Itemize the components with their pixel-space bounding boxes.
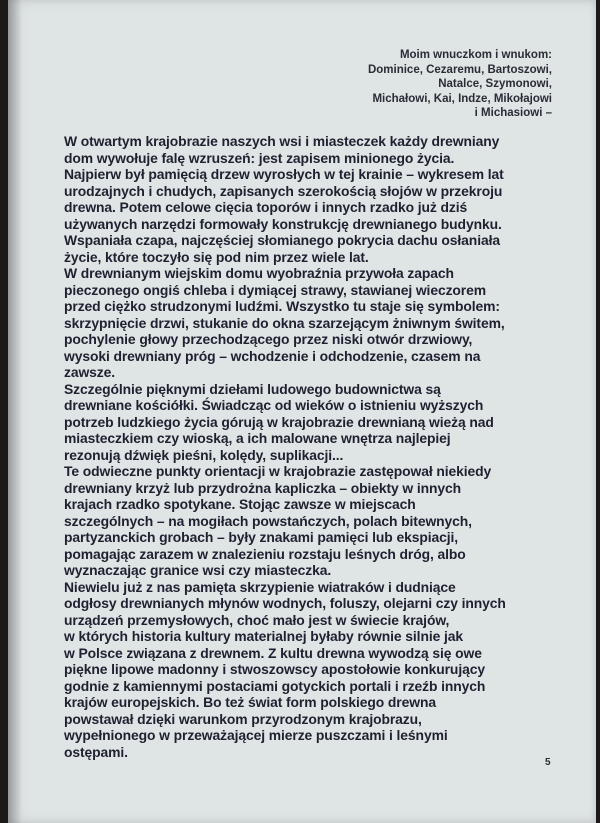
text-line: dom wywołuje falę wzruszeń: jest zapisem minionego życia. — [64, 149, 455, 166]
text-line: zawsze. — [64, 364, 116, 380]
page-gutter-shadow — [8, 0, 22, 823]
text-line: drewna. Potem celowe cięcia toporów i innych rzadko już dziś — [64, 199, 468, 215]
text-line: pochylenie głowy przechodzącego przez niski otwór drzwiowy, — [64, 331, 473, 347]
text-line: Szczególnie pięknymi dziełami ludowego budownictwa są — [64, 380, 441, 397]
dedication-line: Natalce, Szymonowi, — [438, 78, 552, 91]
text-line: szczególnych – na mogiłach powstańczych, polach bitewnych, — [64, 512, 472, 529]
text-line: potrzeb ludzkiego życia górują w krajobrazie drewnianą wieżą nad — [64, 413, 494, 430]
text-line: miasteczkiem czy wioską, a ich malowane wnętrza najlepiej — [64, 430, 451, 446]
page-number: 5 — [545, 757, 551, 768]
dedication-line: Dominice, Cezaremu, Bartoszowi, — [367, 63, 552, 76]
text-line: pomagając zarazem w znalezieniu rozstaju leśnych dróg, albo — [64, 545, 466, 562]
text-line: krajach rzadko spotykane. Stojąc zawsze w miejscach — [64, 496, 416, 512]
text-line: drewniany krzyż lub przydrożna kapliczka – obiekty w innych — [64, 479, 462, 496]
text-line: ostępami. — [64, 743, 128, 760]
text-line: wypełnionego w przeważającej mierze puszczami i leśnymi — [64, 727, 448, 743]
text-line: używanych narzędzi formowały konstrukcję drewnianego budynku. — [64, 215, 502, 232]
text-line: w Polsce związana z drewnem. Z kultu drewna wywodzą się owe — [64, 644, 482, 661]
dedication — [232, 48, 552, 121]
text-line: pieczonego ongiś chleba i dymiącej strawy, stawianej wieczorem — [64, 281, 486, 298]
text-line: Niewielu już z nas pamięta skrzypienie wiatraków i dudniące — [64, 578, 456, 595]
text-line: odgłosy drewnianych młynów wodnych, foluszy, olejarni czy innych — [64, 595, 506, 611]
text-line: krajów europejskich. Bo też świat form polskiego drewna — [64, 694, 436, 710]
text-line: urządzeń przemysłowych, choć mało jest w świecie krajów, — [64, 611, 450, 628]
text-line: Najpierw był pamięcią drzew wyrosłych w tej krainie – wykresem lat — [64, 166, 504, 182]
text-line: przed ciężko strudzonymi ludźmi. Wszystko tu staje się symbolem: — [64, 298, 500, 314]
text-line: Te odwieczne punkty orientacji w krajobrazie zastępował niekiedy — [64, 463, 492, 479]
text-line: wysoki drewniany próg – wchodzenie i odchodzenie, czasem na — [64, 347, 481, 364]
dedication-line: Michałowi, Kai, Indze, Mikołajowi — [372, 92, 552, 105]
text-line: partyzanckich grobach – były znakami pamięci lub ekspiacji, — [64, 529, 458, 545]
dedication-line: Moim wnuczkom i wnukom: — [399, 49, 552, 61]
text-line: życie, które toczyło się pod nim przez wiele lat. — [64, 248, 369, 265]
dedication-line: i Michasiowi – — [474, 107, 552, 120]
text-line: W drewnianym wiejskim domu wyobraźnia przywoła zapach — [64, 265, 454, 281]
body-text — [64, 133, 574, 760]
text-line: drewniane kościółki. Świadcząc od wieków o istnieniu wyższych — [64, 397, 484, 413]
text-line: powstawał dzięki warunkom przyrodzonym krajobrazu, — [64, 710, 422, 727]
text-line: Wspaniała czapa, najczęściej słomianego pokrycia dachu osłaniała — [64, 232, 500, 248]
text-line: W otwartym krajobrazie naszych wsi i miasteczek każdy drewniany — [64, 133, 500, 149]
text-line: urodzajnych i chudych, zapisanych szerokością słojów w przekroju — [64, 182, 503, 199]
text-line: rezonują dźwięk pieśni, kolędy, suplikacji... — [64, 446, 344, 463]
text-line: w których historia kultury materialnej byłaby równie silnie jak — [64, 628, 463, 644]
text-line: skrzypnięcie drzwi, stukanie do okna szarzejącym żniwnym świtem, — [64, 314, 505, 331]
text-line: piękne lipowe madonny i stwoszowscy apostołowie konkurujący — [64, 661, 485, 677]
text-line: godnie z kamiennymi postaciami gotyckich portali i rzeźb innych — [64, 677, 486, 694]
book-page — [8, 0, 596, 823]
text-line: wyznaczając granice wsi czy miasteczka. — [64, 562, 332, 578]
